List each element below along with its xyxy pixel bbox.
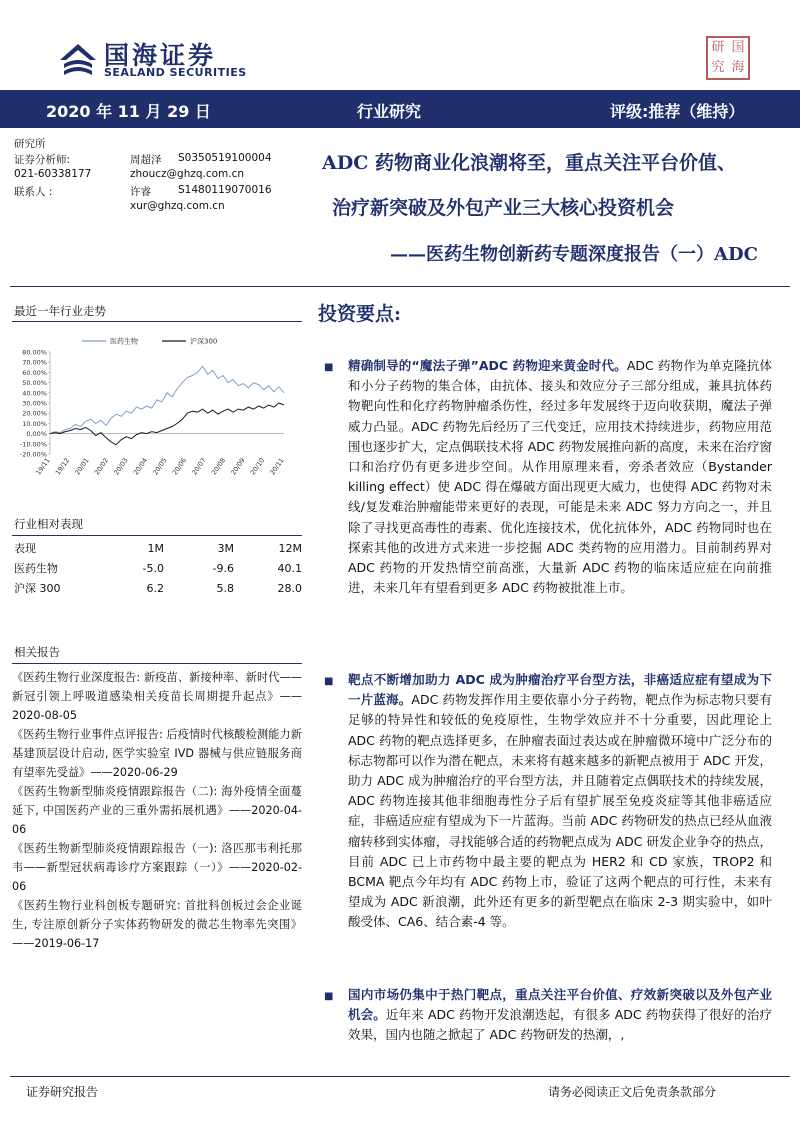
x-tick-label: 19/11 (34, 456, 52, 477)
x-tick-label: 20/07 (190, 456, 208, 477)
performance-table (14, 538, 302, 598)
sealand-logo-icon (56, 40, 100, 80)
y-tick-label: 70.00% (22, 358, 47, 367)
key-point-lead: 精确制导的“魔法子弹”ADC 药物迎来黄金时代。 (348, 358, 627, 373)
y-tick-label: 60.00% (22, 368, 47, 377)
trend-section-title: 最近一年行业走势 (14, 304, 106, 318)
x-tick-label: 20/01 (73, 456, 91, 477)
key-point-body: ADC 药物作为单克隆抗体和小分子药物的集合体，由抗体、接头和效应分子三部分组成，兼具抗体药物靶向性和化疗药物肿瘤杀伤性，经过多年发展终于迈向收获期，魔法子弹威力凸显。ADC 药物先后经历了三代变迁，应用技术持续进步，药物应用范围也逐步扩大，定点偶联技术将 ADC 药物发展推向新的高度，未来在治疗窗口和治疗仍有更多进步空间。从作用原理来看，旁杀者效应（Bystander killing effect）使 ADC 得在爆破方面出现更大威力，也使得 ADC 药物对未线/复发难治肿瘤能带来更好的表现，可能是未来 ADC 努力方向之一，并且除了寻找更高毒性的毒素、优化连接技术，优化抗体外，ADC 药物同时也在探索其他的改进方式来进一步挖掘 ADC 类药物的应用潜力。目前制药界对 ADC 药物的开发热情空前高涨，大量新 ADC 药物的临床适应症在向前推进，未来几年有望看到更多 ADC 药物被批准上市。 (348, 358, 772, 596)
industry-trend-chart (12, 332, 302, 502)
bullet-square-icon: ■ (324, 362, 334, 373)
table-cell: 6.2 (146, 581, 164, 595)
bullet-square-icon: ■ (324, 676, 334, 687)
y-tick-label: -10.00% (19, 440, 47, 449)
trend-divider (12, 321, 302, 322)
contact-name: 许睿 (130, 186, 151, 198)
report-date: 2020 年 11 月 29 日 (46, 102, 211, 121)
phone-number: 021-60338177 (14, 168, 92, 180)
research-seal-logo: 研 国 究 海 (706, 36, 750, 80)
key-point-body: ADC 药物发挥作用主要依靠小分子药物，靶点作为标志物只要有足够的特异性和较低的免疫原性，生物学效应并不十分重要，因此理论上 ADC 药物的靶点选择更多，在肿瘤表面过表达或在肿瘤微环境中广泛分布的标志物都可以作为潜在靶点，未来将有越来越多的新靶点被用于 ADC 开发，助力 ADC 成为肿瘤治疗的平台型方法，并且随着定点偶联技术的持续发展，ADC 药物连接其他非细胞毒性分子后有望扩展至免疫炎症等其他非癌适应症，非癌适应症有望成为下一片蓝海。当前 ADC 药物研发的热点已经从血液瘤转移到实体瘤，寻找能够合适的药物靶点成为 ADC 研发企业争夺的热点，目前 ADC 已上市药物中最主要的靶点为 HER2 和 CD 家族，TROP2 和 BCMA 靶点今年均有 ADC 药物上市，验证了这两个靶点的可行性，未来有望成为 ADC 新浪潮，此外还有更多的新型靶点在临床 2-3 期实验中，如叶酸受体、CA6、结合素-4 等。 (348, 692, 772, 930)
table-header-row (14, 538, 302, 558)
legend-label: 沪深300 (190, 337, 218, 346)
related-report-item[interactable]: 《医药生物新型肺炎疫情跟踪报告（一): 洛匹那韦利托那韦——新型冠状病毒诊疗方案跟踪（一）》——2020-02-06 (12, 842, 302, 893)
y-tick-label: 0.00% (26, 430, 47, 439)
title-line-1: ADC 药物商业化浪潮将至，重点关注平台价值、 (322, 152, 736, 174)
x-tick-label: 20/03 (112, 456, 130, 477)
table-header: 12M (278, 541, 302, 555)
title-subtitle: ——医药生物创新药专题深度报告（一）ADC (390, 244, 758, 265)
report-rating: 评级:推荐（维持） (610, 102, 745, 121)
series-line-2 (50, 403, 284, 445)
performance-divider (12, 535, 302, 536)
related-report-item[interactable]: 《医药生物行业科创板专题研究: 首批科创板过会企业诞生, 专注原创新分子实体药物研发的微芯生物率先突围》——2019-06-17 (12, 899, 302, 950)
table-cell: 医药生物 (14, 562, 58, 575)
key-points-title: 投资要点: (318, 303, 402, 325)
table-cell: -9.6 (212, 561, 234, 575)
table-cell: 28.0 (277, 581, 302, 595)
x-tick-label: 20/02 (92, 456, 111, 477)
contact-id: S1480119070016 (178, 184, 272, 196)
analyst-id: S0350519100004 (178, 152, 272, 164)
key-point-1 (348, 356, 772, 598)
y-tick-label: 30.00% (22, 399, 47, 408)
institute-label: 研究所 (14, 138, 46, 150)
related-report-item[interactable]: 《医药生物新型肺炎疫情跟踪报告（二): 海外疫情全面蔓延下, 中国医药产业的三重外需拓展机遇》——2020-04-06 (12, 785, 302, 836)
analyst-email: zhoucz@ghzq.com.cn (130, 168, 245, 180)
table-header: 3M (217, 541, 234, 555)
x-tick-label: 20/11 (268, 456, 286, 477)
y-tick-label: -20.00% (19, 450, 47, 459)
x-tick-label: 20/05 (151, 456, 169, 477)
table-header: 1M (147, 541, 164, 555)
related-section-title: 相关报告 (14, 645, 60, 659)
x-tick-label: 20/04 (131, 456, 150, 477)
table-cell: 5.8 (216, 581, 234, 595)
x-tick-label: 20/08 (209, 456, 228, 477)
key-point-3 (348, 985, 772, 1046)
table-header: 表现 (14, 542, 36, 555)
series-line-1 (50, 366, 284, 433)
related-report-item[interactable]: 《医药生物行业深度报告: 新疫苗、新接种率、新时代——新冠引领上呼吸道感染相关疫苗长周期提升起点》——2020-08-05 (12, 671, 302, 722)
x-tick-label: 19/12 (53, 456, 72, 477)
table-row (14, 558, 302, 578)
y-tick-label: 50.00% (22, 379, 47, 388)
footer-disclaimer: 请务必阅读正文后免责条款部分 (548, 1085, 717, 1099)
header-divider (10, 286, 790, 287)
y-tick-label: 80.00% (22, 348, 47, 357)
bullet-square-icon: ■ (324, 991, 334, 1002)
x-tick-label: 20/10 (248, 456, 267, 477)
x-tick-label: 20/06 (170, 456, 189, 477)
brand-name-en: SEALAND SECURITIES (104, 66, 247, 79)
key-point-lead: 靶点不断增加助力 ADC 成为肿瘤治疗平台型方法，非癌适应症有望成为下一片蓝海。 (348, 672, 772, 708)
performance-section-title: 行业相对表现 (14, 517, 83, 531)
x-tick-label: 20/09 (229, 456, 247, 477)
analyst-name: 周超泽 (130, 154, 162, 166)
related-divider (12, 663, 302, 664)
y-tick-label: 20.00% (22, 409, 47, 418)
contact-label: 联系人 : (14, 186, 53, 198)
brand-name: 国海证券 (104, 41, 217, 70)
table-row (14, 578, 302, 598)
key-point-lead: 国内市场仍集中于热门靶点，重点关注平台价值、疗效新突破以及外包产业机会。 (348, 987, 772, 1023)
analyst-label: 证券分析师: (14, 154, 71, 166)
footer-label: 证券研究报告 (26, 1085, 99, 1099)
table-cell: 沪深 300 (14, 582, 61, 595)
related-report-item[interactable]: 《医药生物行业事件点评报告: 后疫情时代核酸检测能力新基建顶层设计启动, 医学实验室 IVD 器械与供应链服务商有望率先受益》——2020-06-29 (12, 728, 302, 779)
contact-email: xur@ghzq.com.cn (130, 200, 225, 212)
key-point-body: 近年来 ADC 药物开发浪潮迭起，有很多 ADC 药物获得了很好的治疗效果，国内也随之掀起了 ADC 药物研发的热潮，, (348, 1007, 772, 1043)
key-point-2 (348, 670, 772, 933)
title-line-2: 治疗新突破及外包产业三大核心投资机会 (332, 197, 675, 219)
legend-label: 医药生物 (110, 337, 138, 346)
table-cell: -5.0 (142, 561, 164, 575)
related-reports-list (12, 668, 302, 953)
footer-divider (10, 1076, 790, 1077)
y-tick-label: 10.00% (22, 419, 47, 428)
table-cell: 40.1 (277, 561, 302, 575)
y-tick-label: 40.00% (22, 389, 47, 398)
report-type: 行业研究 (357, 102, 422, 121)
